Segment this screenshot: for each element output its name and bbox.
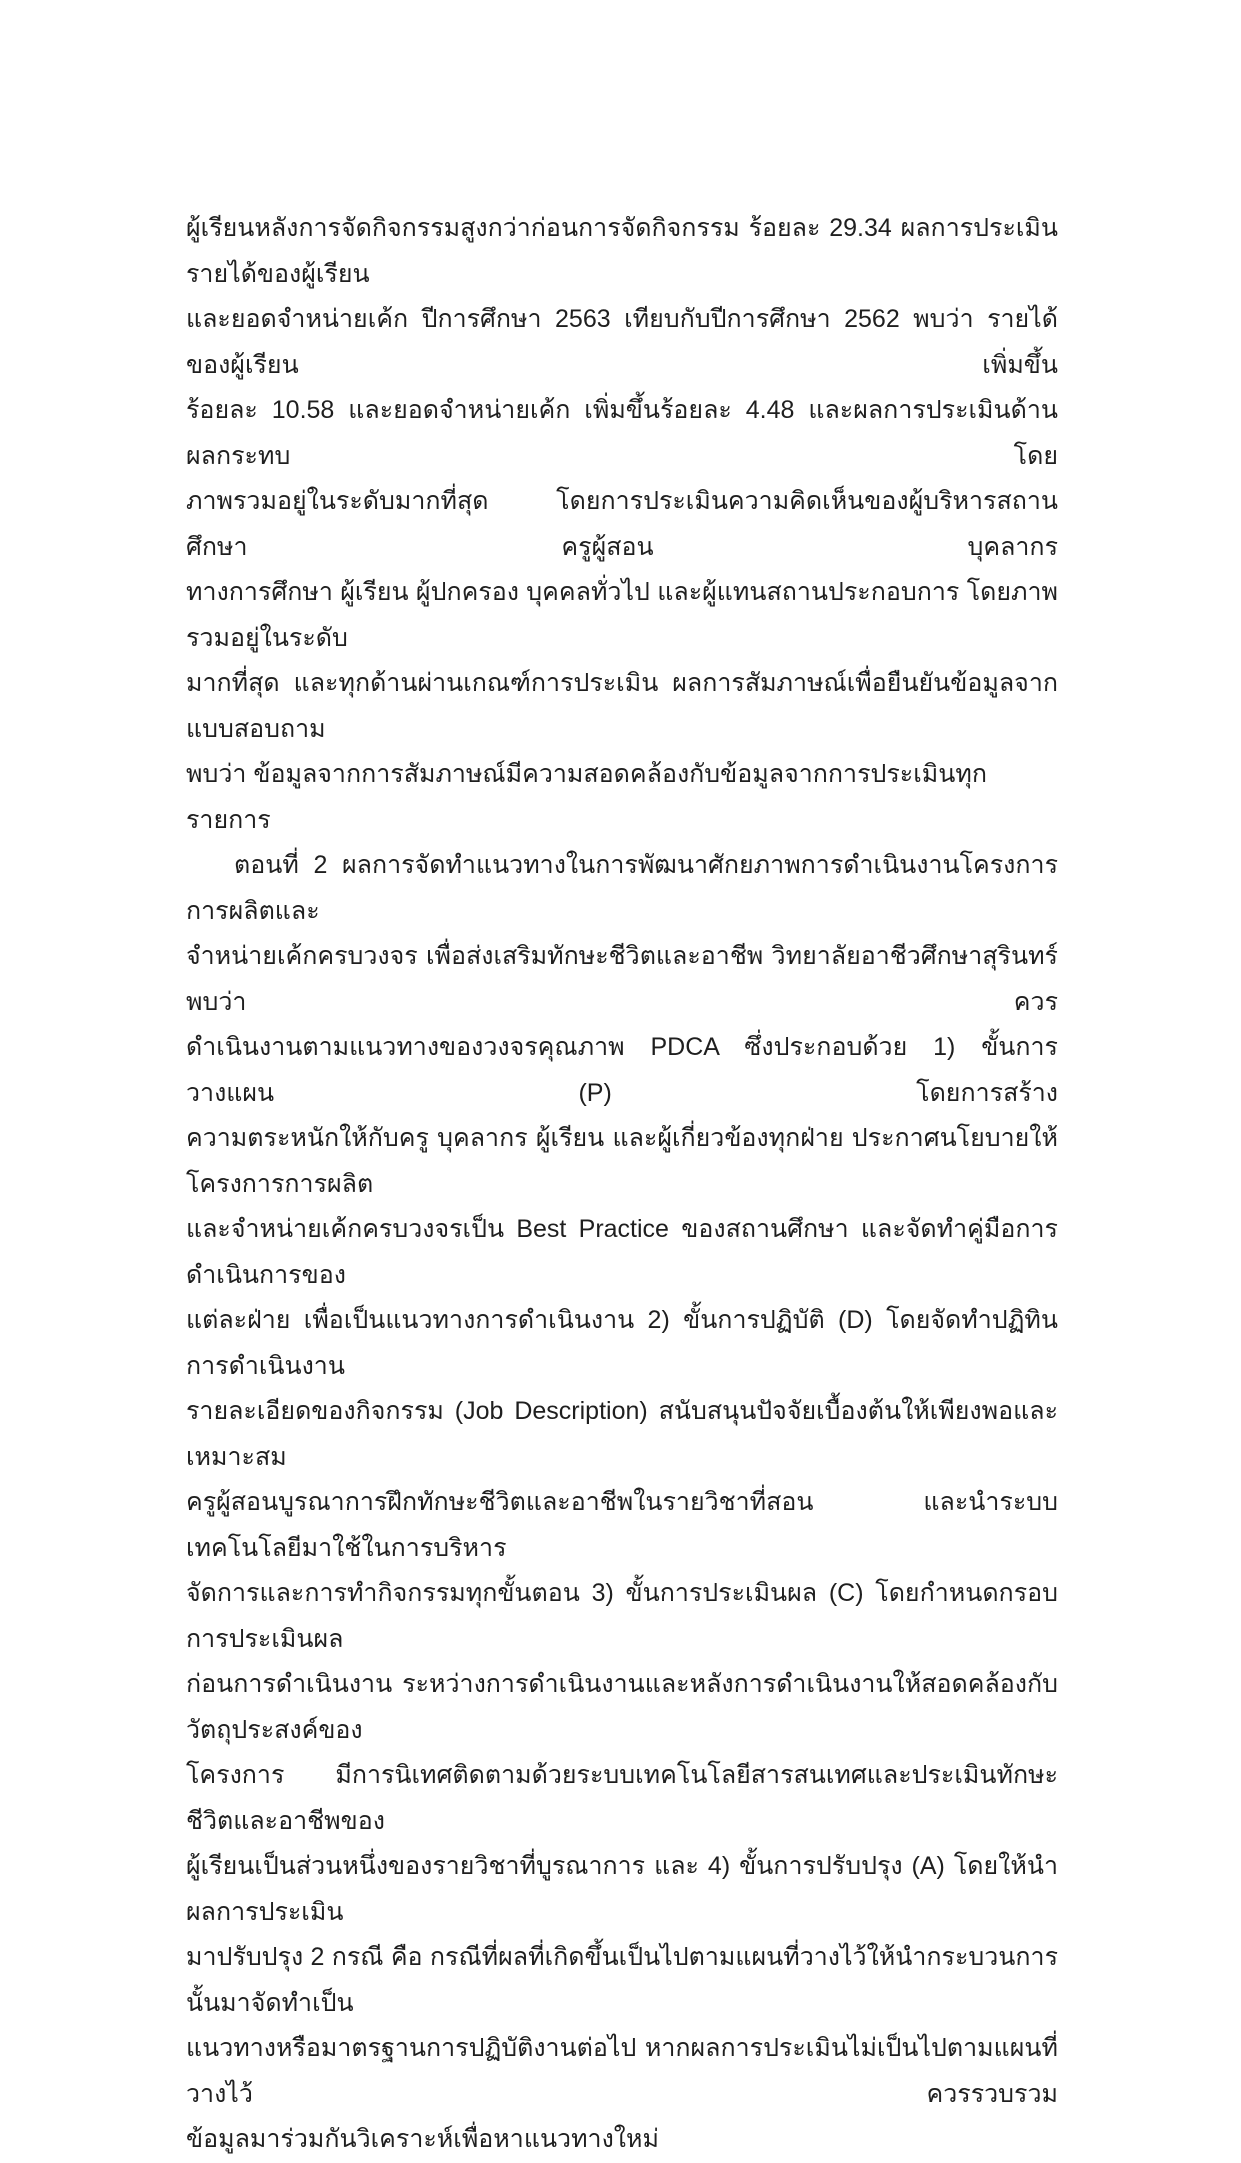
text-line: ครูผู้สอนบูรณาการฝึกทักษะชีวิตและอาชีพในรายวิชาที่สอน และนำระบบเทคโนโลยีมาใช้ในการบริหาร [186,1488,1058,1562]
text-line: มาปรับปรุง 2 กรณี คือ กรณีที่ผลที่เกิดขึ้นเป็นไปตามแผนที่วางไว้ให้นำกระบวนการนั้นมาจัดทำเป็น [186,1943,1058,2017]
text-line: รายละเอียดของกิจกรรม (Job Description) สนับสนุนปัจจัยเบื้องต้นให้เพียงพอและเหมาะสม [186,1397,1058,1471]
text-line: ข้อมูลมาร่วมกันวิเคราะห์เพื่อหาแนวทางใหม่ [186,2125,659,2153]
text-line: ดำเนินงานตามแนวทางของวงจรคุณภาพ PDCA ซึ่งประกอบด้วย 1) ขั้นการวางแผน (P) โดยการสร้าง [186,1033,1058,1107]
text-line: ภาพรวมอยู่ในระดับมากที่สุด โดยการประเมินความคิดเห็นของผู้บริหารสถานศึกษา ครูผู้สอน บุคลากร [186,487,1058,561]
text-line: ร้อยละ 10.58 และยอดจำหน่ายเค้ก เพิ่มขึ้นร้อยละ 4.48 และผลการประเมินด้านผลกระทบ โดย [186,396,1058,470]
text-line: แนวทางหรือมาตรฐานการปฏิบัติงานต่อไป หากผลการประเมินไม่เป็นไปตามแผนที่วางไว้ ควรรวบรวม [186,2034,1058,2108]
text-line: ก่อนการดำเนินงาน ระหว่างการดำเนินงานและหลังการดำเนินงานให้สอดคล้องกับวัตถุประสงค์ของ [186,1670,1058,1744]
page-text-block [186,206,1058,2163]
paragraph-part-2-guidelines [186,843,1058,2163]
text-line: มากที่สุด และทุกด้านผ่านเกณฑ์การประเมิน ผลการสัมภาษณ์เพื่อยืนยันข้อมูลจากแบบสอบถาม [186,669,1058,743]
text-line: ผู้เรียนหลังการจัดกิจกรรมสูงกว่าก่อนการจัดกิจกรรม ร้อยละ 29.34 ผลการประเมินรายได้ของผู้เรียน [186,214,1058,288]
text-line: และจำหน่ายเค้กครบวงจรเป็น Best Practice ของสถานศึกษา และจัดทำคู่มือการดำเนินการของ [186,1215,1058,1289]
text-line: และยอดจำหน่ายเค้ก ปีการศึกษา 2563 เทียบกับปีการศึกษา 2562 พบว่า รายได้ของผู้เรียน เพิ่มขึ้น [186,305,1058,379]
text-line: แต่ละฝ่าย เพื่อเป็นแนวทางการดำเนินงาน 2) ขั้นการปฏิบัติ (D) โดยจัดทำปฏิทินการดำเนินงาน [186,1306,1058,1380]
text-line: ตอนที่ 2 ผลการจัดทำแนวทางในการพัฒนาศักยภาพการดำเนินงานโครงการการผลิตและ [186,851,1058,925]
text-line: โครงการ มีการนิเทศติดตามด้วยระบบเทคโนโลยีสารสนเทศและประเมินทักษะชีวิตและอาชีพของ [186,1761,1058,1835]
text-line: ทางการศึกษา ผู้เรียน ผู้ปกครอง บุคคลทั่วไป และผู้แทนสถานประกอบการ โดยภาพรวมอยู่ในระดับ [186,578,1058,652]
text-line: จัดการและการทำกิจกรรมทุกขั้นตอน 3) ขั้นการประเมินผล (C) โดยกำหนดกรอบการประเมินผล [186,1579,1058,1653]
text-line: พบว่า ข้อมูลจากการสัมภาษณ์มีความสอดคล้องกับข้อมูลจากการประเมินทุกรายการ [186,760,987,834]
text-line: ผู้เรียนเป็นส่วนหนึ่งของรายวิชาที่บูรณาการ และ 4) ขั้นการปรับปรุง (A) โดยให้นำผลการประเมิน [186,1852,1058,1926]
text-line: ความตระหนักให้กับครู บุคลากร ผู้เรียน และผู้เกี่ยวข้องทุกฝ่าย ประกาศนโยบายให้โครงการการผลิต [186,1124,1058,1198]
paragraph-results-continuation [186,206,1058,843]
text-line: จำหน่ายเค้กครบวงจร เพื่อส่งเสริมทักษะชีวิตและอาชีพ วิทยาลัยอาชีวศึกษาสุรินทร์ พบว่า ควร [186,942,1058,1016]
